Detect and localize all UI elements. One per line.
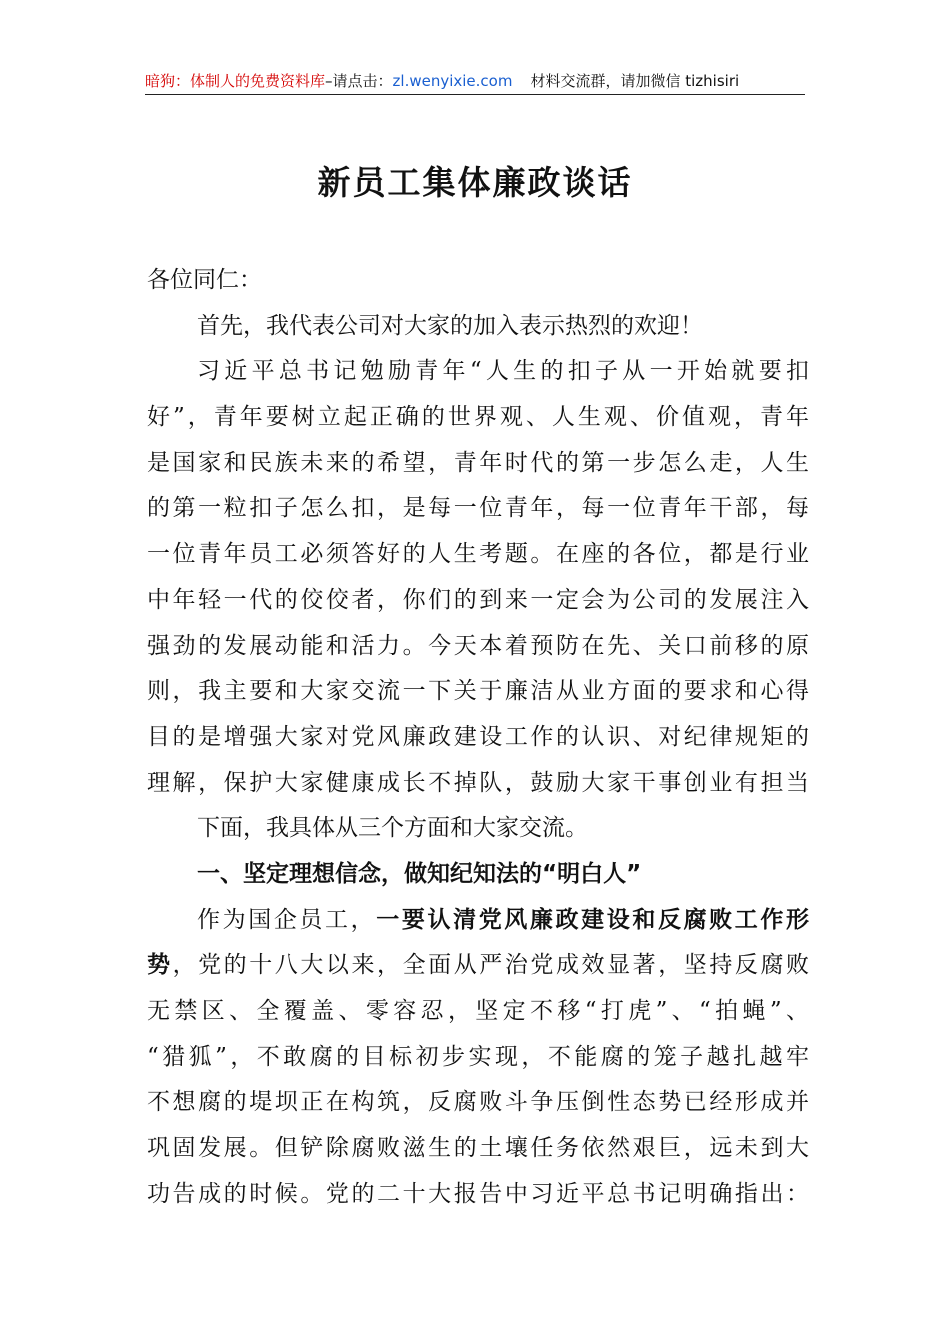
paragraph-line: “猎狐”，不敢腐的目标初步实现，不能腐的笼子越扎越牢 <box>147 1043 809 1070</box>
document-body <box>147 258 809 1217</box>
group-note: 材料交流群，请加微信 tizhisiri <box>530 72 740 90</box>
document-title: 新员工集体廉政谈话 <box>317 163 633 202</box>
site-name[interactable]: 暗狗：体制人的免费资料库 <box>145 72 326 90</box>
site-header <box>145 70 805 92</box>
line-lead-text: 作为国企员工， <box>197 906 377 933</box>
paragraph-line: 首先，我代表公司对大家的加入表示热烈的欢迎！ <box>197 312 703 339</box>
paragraph-line: 习近平总书记勉励青年“人生的扣子从一开始就要扣 <box>197 358 809 385</box>
paragraph-line <box>147 943 809 989</box>
emphasis-text: 势 <box>147 952 173 979</box>
line-rest-text: ，党的十八大以来，全面从严治党成效显著，坚持反腐败 <box>172 952 809 979</box>
paragraph-line: 的第一粒扣子怎么扣，是每一位青年，每一位青年干部，每 <box>147 495 809 522</box>
paragraph-line: 不想腐的堤坝正在构筑，反腐败斗争压倒性态势已经形成并 <box>147 1089 809 1116</box>
paragraph-line: 理解，保护大家健康成长不掉队，鼓励大家干事创业有担当 <box>147 769 809 796</box>
paragraph-line: 中年轻一代的佼佼者，你们的到来一定会为公司的发展注入 <box>147 586 809 613</box>
paragraph-line: 则，我主要和大家交流一下关于廉洁从业方面的要求和心得 <box>147 678 809 705</box>
click-prompt: –请点击： <box>325 72 393 90</box>
paragraph-line: 是国家和民族未来的希望，青年时代的第一步怎么走，人生 <box>147 449 809 476</box>
paragraph-line: 目的是增强大家对党风廉政建设工作的认识、对纪律规矩的 <box>147 723 809 750</box>
paragraph-line: 功告成的时候。党的二十大报告中习近平总书记明确指出： <box>147 1180 809 1207</box>
site-url-link[interactable]: zl.wenyixie.com <box>392 72 513 90</box>
paragraph-line: 强劲的发展动能和活力。今天本着预防在先、关口前移的原 <box>147 632 809 659</box>
salutation: 各位同仁： <box>147 267 262 293</box>
header-divider <box>145 94 805 95</box>
section-heading: 一、坚定理想信念，做知纪知法的“明白人” <box>197 860 642 887</box>
paragraph-line: 巩固发展。但铲除腐败滋生的土壤任务依然艰巨，远未到大 <box>147 1135 809 1162</box>
paragraph-line: 下面，我具体从三个方面和大家交流。 <box>197 815 588 842</box>
paragraph-line: 一位青年员工必须答好的人生考题。在座的各位，都是行业 <box>147 541 809 568</box>
emphasis-text: 一要认清党风廉政建设和反腐败工作形 <box>376 906 809 933</box>
paragraph-line <box>147 898 809 944</box>
paragraph-line: 好”，青年要树立起正确的世界观、人生观、价值观，青年 <box>147 404 809 431</box>
paragraph-line: 无禁区、全覆盖、零容忍，坚定不移“打虎”、“拍蝇”、 <box>147 998 809 1024</box>
